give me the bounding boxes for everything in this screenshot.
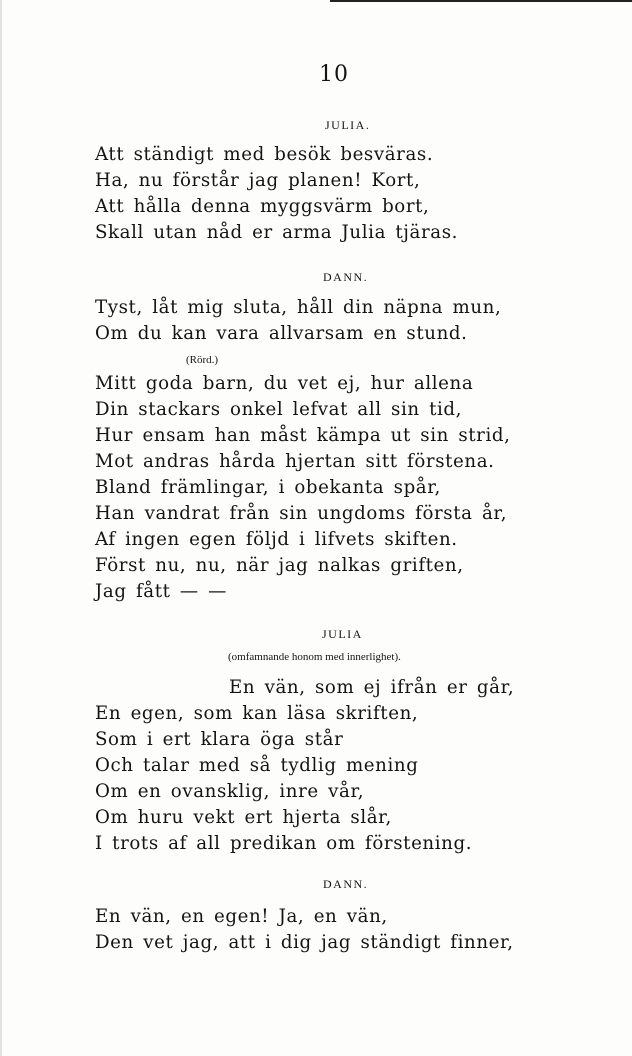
verse-line: Och talar med så tydlig mening <box>95 755 419 776</box>
verse-line: Af ingen egen följd i lifvets skiften. <box>95 529 458 550</box>
stage-direction: (Rörd.) <box>186 354 219 366</box>
verse-line: Jag fått — — <box>95 581 227 602</box>
stage-direction: (omfamnande honom med innerlighet). <box>228 651 401 663</box>
verse-line: Mot andras hårda hjertan sitt förstena. <box>95 451 495 472</box>
speaker-name: JULIA <box>322 627 363 641</box>
verse-line: Tyst, låt mig sluta, håll din näpna mun, <box>95 297 502 318</box>
speaker-name: DANN. <box>323 877 369 891</box>
verse-line: En egen, som kan läsa skriften, <box>95 703 419 724</box>
page-number: 10 <box>319 62 349 87</box>
verse-line: Om en ovansklig, inre vår, <box>95 781 365 802</box>
verse-line: Att hålla denna myggsvärm bort, <box>95 196 430 217</box>
verse-line: Om huru vekt ert hjerta slår, <box>95 807 392 828</box>
verse-line: Om du kan vara allvarsam en stund. <box>95 323 468 344</box>
verse-line: Som i ert klara öga står <box>95 729 344 750</box>
speaker-name: DANN. <box>323 270 369 284</box>
verse-line: Skall utan nåd er arma Julia tjäras. <box>95 222 459 243</box>
verse-line: Den vet jag, att i dig jag ständigt finner, <box>95 932 514 953</box>
page-edge <box>0 0 2 1056</box>
verse-line: Han vandrat från sin ungdoms första år, <box>95 503 508 524</box>
verse-line: En vän, som ej ifrån er går, <box>229 677 515 698</box>
top-rule <box>330 0 632 2</box>
verse-line: Bland främlingar, i obekanta spår, <box>95 477 441 498</box>
verse-line: Din stackars onkel lefvat all sin tid, <box>95 399 463 420</box>
verse-line: Att ständigt med besök besväras. <box>95 144 434 165</box>
verse-line: Hur ensam han måst kämpa ut sin strid, <box>95 425 511 446</box>
verse-line: I trots af all predikan om förstening. <box>95 833 473 854</box>
speaker-name: JULIA. <box>325 118 371 132</box>
verse-line: Först nu, nu, när jag nalkas griften, <box>95 555 464 576</box>
verse-line: Mitt goda barn, du vet ej, hur allena <box>95 373 474 394</box>
verse-line: En vän, en egen! Ja, en vän, <box>95 906 388 927</box>
verse-line: Ha, nu förstår jag planen! Kort, <box>95 170 421 191</box>
